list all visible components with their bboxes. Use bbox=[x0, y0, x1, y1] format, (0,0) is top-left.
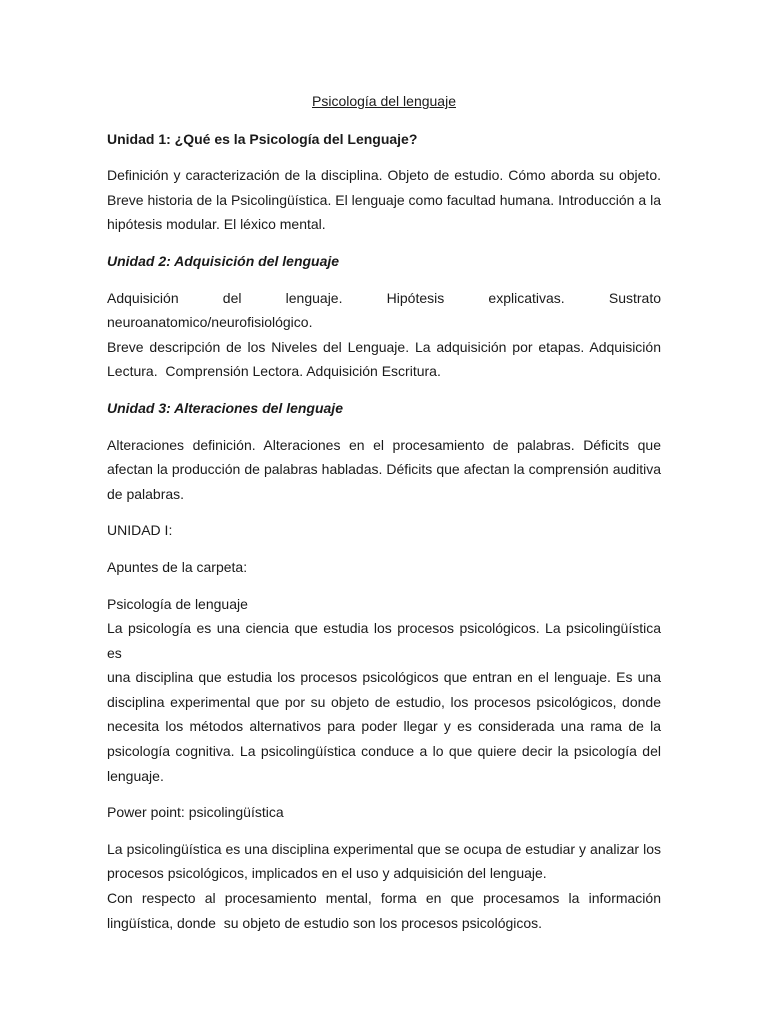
unit-3-description bbox=[107, 433, 661, 507]
text-line: Alteraciones definición. Alteraciones en el procesamiento de palabras. Déficits que bbox=[107, 436, 661, 453]
text-line: procesos psicológicos, implicados en el uso y adquisición del lenguaje. bbox=[107, 865, 547, 882]
text-line: lenguaje. bbox=[107, 767, 164, 784]
psicologia-section bbox=[107, 592, 661, 789]
text-line: de palabras. bbox=[107, 485, 185, 502]
text-line: psicología cognitiva. La psicolingüística conduce a lo que quiere decir la psicología del bbox=[107, 743, 661, 760]
text-line: Breve historia de la Psicolingüística. El lenguaje como facultad humana. Introducción a la bbox=[107, 191, 661, 208]
text-line: necesita los métodos alternativos para poder llegar y es considerada una rama de la bbox=[107, 718, 661, 735]
unit-3-heading: Unidad 3: Alteraciones del lenguaje bbox=[107, 399, 343, 416]
section-heading: Psicología de lenguaje bbox=[107, 595, 248, 612]
unit-2-description bbox=[107, 286, 661, 384]
unit-2-heading: Unidad 2: Adquisición del lenguaje bbox=[107, 252, 340, 269]
unit-1-description bbox=[107, 163, 661, 237]
document-title: Psicología del lenguaje bbox=[312, 93, 456, 109]
unidad-label: UNIDAD I: bbox=[107, 522, 173, 539]
text-line: La psicología es una ciencia que estudia los procesos psicológicos. La psicolingüística es bbox=[107, 620, 661, 661]
text-line: Adquisición del lenguaje. Hipótesis explicativas. Sustrato neuroanatomico/neurofisiológico. bbox=[107, 289, 661, 331]
text-line: hipótesis modular. El léxico mental. bbox=[107, 216, 326, 233]
powerpoint-label: Power point: psicolingüística bbox=[107, 804, 284, 821]
text-line: Definición y caracterización de la disciplina. Objeto de estudio. Cómo aborda su objeto. bbox=[107, 167, 661, 184]
text-line: una disciplina que estudia los procesos psicológicos que entran en el lenguaje. Es una bbox=[107, 669, 661, 686]
text-line: La psicolingüística es una disciplina experimental que se ocupa de estudiar y analizar los bbox=[107, 840, 661, 857]
text-line: lingüística, donde su objeto de estudio son los procesos psicológicos. bbox=[107, 914, 543, 931]
text-line: Con respecto al procesamiento mental, forma en que procesamos la información bbox=[107, 890, 661, 907]
psicolinguistica-section bbox=[107, 837, 661, 935]
text-line: disciplina experimental que por su objeto de estudio, los procesos psicológicos, donde bbox=[107, 693, 661, 710]
unit-1-heading: Unidad 1: ¿Qué es la Psicología del Lenguaje? bbox=[107, 130, 418, 147]
text-line: Lectura. Comprensión Lectora. Adquisición Escritura. bbox=[107, 363, 441, 380]
text-line: Breve descripción de los Niveles del Lenguaje. La adquisición por etapas. Adquisición bbox=[107, 338, 661, 355]
apuntes-label: Apuntes de la carpeta: bbox=[107, 558, 248, 575]
text-line: afectan la producción de palabras habladas. Déficits que afectan la comprensión auditiva bbox=[107, 461, 661, 478]
